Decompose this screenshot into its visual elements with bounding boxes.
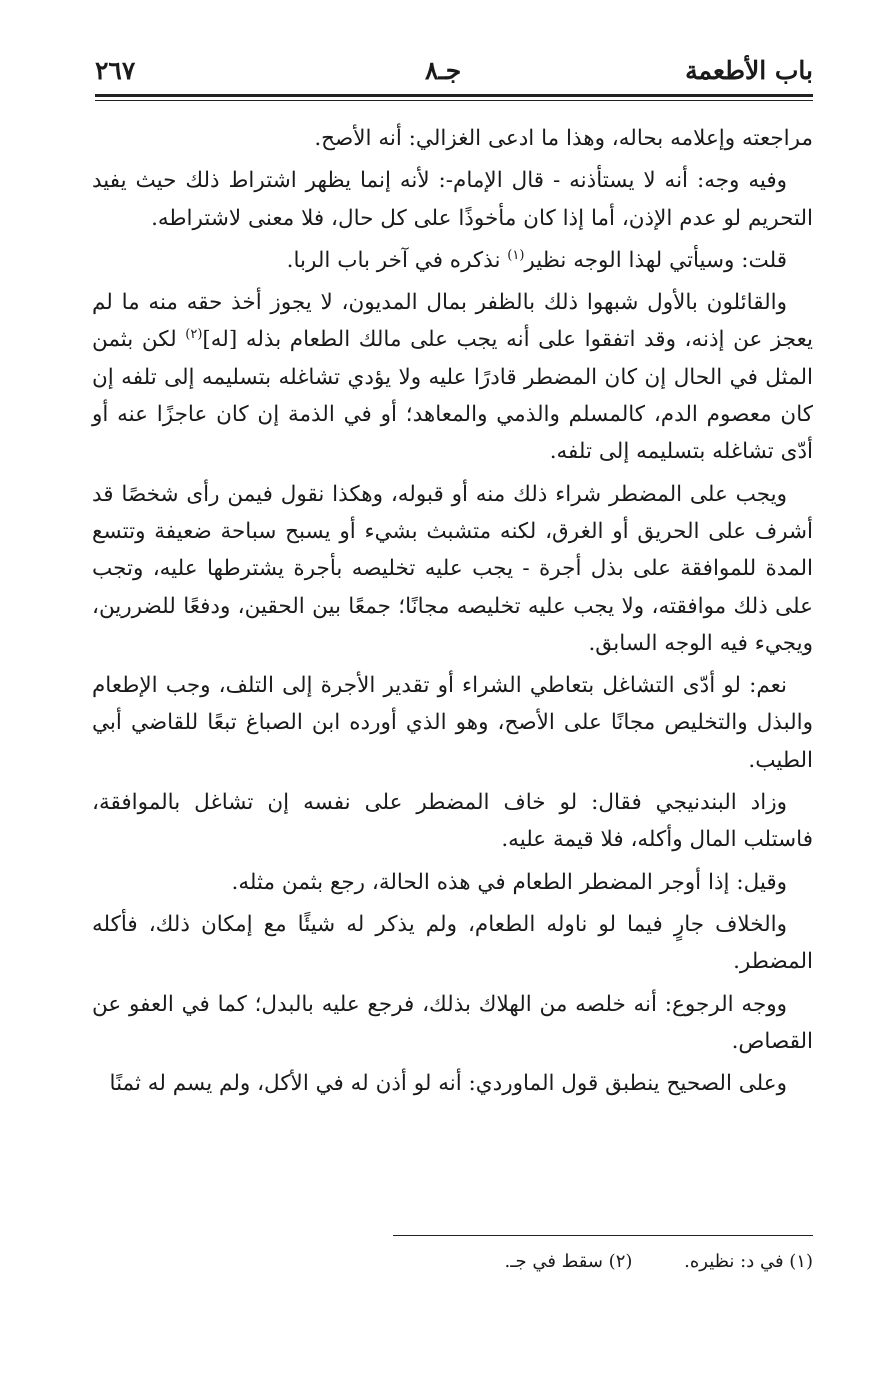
paragraph: وعلى الصحيح ينطبق قول الماوردي: أنه لو أذن له في الأكل، ولم يسم له ثمنًا [109, 1071, 787, 1097]
paragraph [92, 284, 813, 470]
header-rule-thick [95, 94, 813, 97]
paragraph [92, 242, 813, 279]
paragraph: وقيل: إذا أوجر المضطر الطعام في هذه الحالة، رجع بثمن مثله. [231, 869, 787, 895]
volume-label: جـ٨ [425, 56, 462, 85]
paragraph: والخلاف جارٍ فيما لو ناوله الطعام، ولم يذكر له شيئًا مع إمكان ذلك، فأكله المضطر. [92, 911, 813, 975]
header-rule-thin [95, 100, 813, 101]
paragraph-text: لكن بثمن المثل في الحال إن كان المضطر قادرًا عليه ولا يؤدي تشاغله بتسليمه إلى تلفه إن كان معصوم الدم، كالمسلم والذمي والمعاهد؛ أو في الذمة إن كان عاجزًا عنه أو أدّى تشاغله بتسليمه إلى تلفه. [92, 327, 813, 465]
paragraph-text: قلت: وسيأتي لهذا الوجه نظير [524, 247, 787, 273]
footnote-divider [393, 1235, 813, 1236]
body-text [92, 120, 813, 1107]
paragraph: وفيه وجه: أنه لا يستأذنه - قال الإمام-: لأنه إنما يظهر اشتراط ذلك حيث يفيد التحريم لو عدم الإذن، أما إذا كان مأخوذًا على كل حال، فلا معنى لاشتراطه. [92, 168, 813, 231]
paragraph-text: والقائلون بالأول شبهوا ذلك بالظفر بمال المديون، لا يجوز أخذ حقه منه ما لم يعجز عن إذنه، وقد اتفقوا على أنه يجب على مالك الطعام بذله [له] [92, 290, 814, 353]
paragraph: ووجه الرجوع: أنه خلصه من الهلاك بذلك، فرجع عليه بالبدل؛ كما في العفو عن القصاص. [92, 991, 813, 1054]
footnote-marker: (٢) [185, 327, 203, 343]
footnotes [92, 1248, 813, 1276]
page-header [95, 52, 813, 92]
footnote: (٢) سقط في جـ. [504, 1251, 633, 1272]
page-number: ٢٦٧ [95, 56, 136, 85]
footnote-marker: (١) [507, 247, 525, 263]
paragraph-text: نذكره في آخر باب الربا. [286, 247, 508, 273]
chapter-title: باب الأطعمة [685, 56, 813, 85]
paragraph: نعم: لو أدّى التشاغل بتعاطي الشراء أو تقدير الأجرة إلى التلف، وجب الإطعام والبذل والتخليص مجانًا على الأصح، وهو الذي أورده ابن الصباغ تبعًا للقاضي أبي الطيب. [92, 673, 813, 773]
paragraph: مراجعته وإعلامه بحاله، وهذا ما ادعى الغزالي: أنه الأصح. [314, 126, 813, 151]
paragraph: ويجب على المضطر شراء ذلك منه أو قبوله، وهكذا نقول فيمن رأى شخصًا قد أشرف على الحريق أو الغرق، لكنه متشبث بشيء أو يسبح سباحة ضعيفة وتتسع المدة للموافقة على بذل أجرة - يجب عليه تخليصه بأجرة يشترطها عليه، وتجب على ذلك موافقته، ولا يجب عليه تخليصه مجانًا؛ جمعًا بين الحقين، ودفعًا للضررين، ويجيء فيه الوجه السابق. [92, 481, 813, 656]
paragraph: وزاد البندنيجي فقال: لو خاف المضطر على نفسه إن تشاغل بالموافقة، فاستلب المال وأكله، فلا قيمة عليه. [92, 790, 813, 853]
footnote: (١) في د: نظيره. [684, 1251, 813, 1272]
